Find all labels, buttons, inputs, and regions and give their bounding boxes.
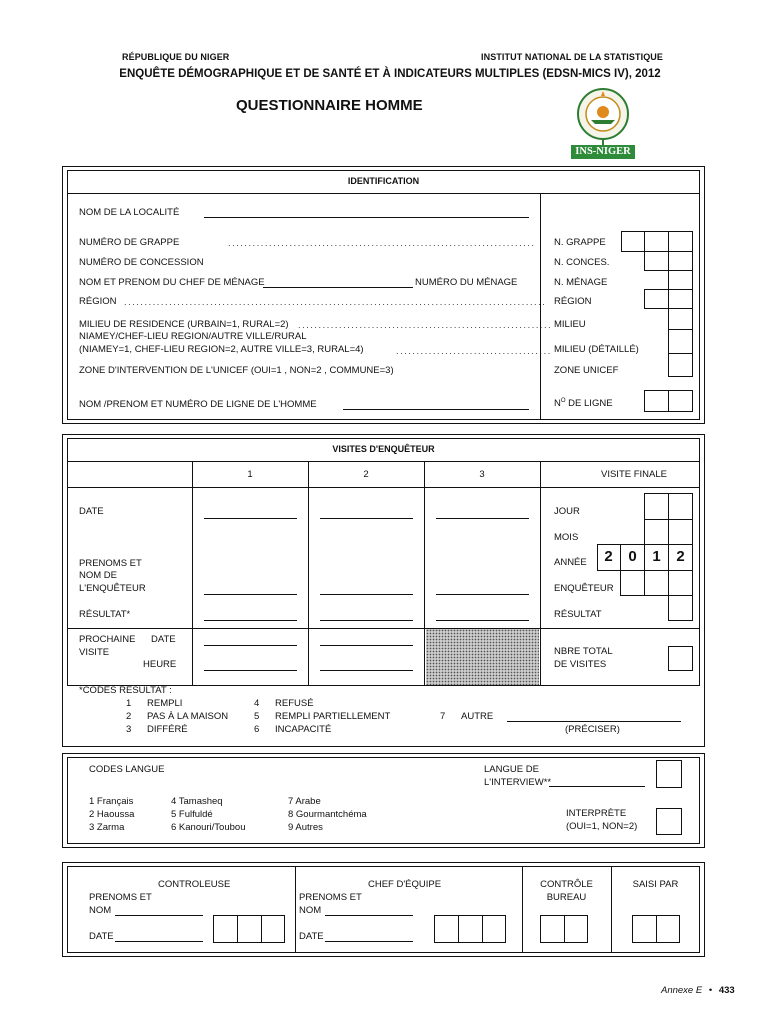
code-4-num: 4 (254, 698, 260, 709)
visit-col-1: 1 (247, 469, 253, 480)
year-digit-2: 0 (628, 548, 637, 565)
milieu-label: MILIEU DE RESIDENCE (URBAIN=1, RURAL=2) (79, 319, 289, 330)
mois-label: MOIS (554, 532, 579, 543)
zone-label: ZONE D'INTERVENTION DE L'UNICEF (OUI=1 , NON=2 , COMMUNE=3) (79, 365, 394, 376)
survey-title: ENQUÊTE DÉMOGRAPHIQUE ET DE SANTÉ ET À INDICATEURS MULTIPLES (EDSN-MICS IV), 2012 (119, 68, 661, 80)
header-institute: INSTITUT NATIONAL DE LA STATISTIQUE (481, 52, 663, 62)
visit2-date[interactable] (320, 518, 413, 519)
year-digit-4: 2 (676, 548, 685, 565)
visit3-enqueteur[interactable] (436, 594, 529, 595)
code-2-num: 2 (126, 711, 132, 722)
page-footer (661, 985, 735, 996)
code-7-num: 7 (440, 711, 446, 722)
milieu-detail-label: NIAMEY/CHEF-LIEU REGION/AUTRE VILLE/RURAL (79, 331, 307, 342)
visit-col-2: 2 (363, 469, 369, 480)
chef-prenoms: PRENOMS ET (299, 892, 362, 903)
locality-field[interactable] (204, 217, 529, 218)
interprete-box[interactable] (656, 808, 682, 835)
annee-label: ANNÉE (554, 557, 587, 568)
nom-homme-label: NOM /PRENOM ET NUMÉRO DE LIGNE DE L'HOMME (79, 399, 317, 410)
zone-box[interactable] (668, 354, 693, 377)
controleuse-title: CONTROLEUSE (158, 879, 231, 890)
lang-3: 3 Zarma (89, 822, 125, 833)
grappe-boxes[interactable] (621, 231, 693, 252)
final-resultat-box[interactable] (668, 595, 693, 621)
menage-box[interactable] (668, 270, 693, 290)
code-milieu-detail-label: MILIEU (DÉTAILLÉ) (554, 344, 639, 355)
code-zone-label: ZONE UNICEF (554, 365, 619, 376)
code-5-text: REMPLI PARTIELLEMENT (275, 711, 391, 722)
chef-nom-field[interactable] (325, 915, 413, 916)
lang-5: 5 Fulfuldé (171, 809, 213, 820)
code-region-label: RÉGION (554, 296, 592, 307)
visit2-resultat[interactable] (320, 620, 413, 621)
visit1-enqueteur[interactable] (204, 594, 297, 595)
visit1-next-date[interactable] (204, 645, 297, 646)
visite-label: VISITE (79, 647, 110, 658)
lang-9: 9 Autres (288, 822, 323, 833)
visit2-next-time[interactable] (320, 670, 413, 671)
controleuse-date-field[interactable] (115, 941, 203, 942)
ins-niger-logo (568, 86, 638, 161)
enqueteur-label-2: NOM DE (79, 570, 117, 581)
page-number: 433 (718, 985, 735, 996)
preciser-label: (PRÉCISER) (565, 724, 620, 735)
shaded-cell (426, 629, 539, 685)
visits-title: VISITES D'ENQUÊTEUR (332, 444, 435, 454)
chef-code-boxes[interactable] (434, 915, 506, 943)
controleuse-prenoms: PRENOMS ET (89, 892, 152, 903)
codes-resultat-title: *CODES RÉSULTAT : (79, 685, 172, 696)
milieu-detail-codes: (NIAMEY=1, CHEF-LIEU REGION=2, AUTRE VILLE=3, RURAL=4) (79, 344, 364, 355)
codes-langue-title: CODES LANGUE (89, 764, 165, 775)
nbre-visites-box[interactable] (668, 646, 693, 671)
enqueteur-code-boxes[interactable] (620, 570, 693, 596)
code-milieu-label: MILIEU (554, 319, 586, 330)
numero-menage-label: NUMÉRO DU MÉNAGE (415, 277, 518, 288)
code-1-text: REMPLI (147, 698, 183, 709)
saisi-par-title: SAISI PAR (632, 879, 679, 890)
visit1-date[interactable] (204, 518, 297, 519)
langue-box[interactable] (656, 760, 682, 788)
controleuse-code-boxes[interactable] (213, 915, 285, 943)
lang-8: 8 Gourmantchéma (288, 809, 367, 820)
nbre-label-2: DE VISITES (554, 659, 607, 670)
chef-menage-label: NOM ET PRENOM DU CHEF DE MÉNAGE (79, 277, 265, 288)
autre-preciser-field[interactable] (507, 721, 681, 722)
locality-label: NOM DE LA LOCALITÉ (79, 207, 180, 218)
milieu-detail-box[interactable] (668, 330, 693, 354)
lang-1: 1 Français (89, 796, 134, 807)
nbre-label-1: NBRE TOTAL (554, 646, 613, 657)
chef-equipe-title: CHEF D'ÉQUIPE (368, 879, 442, 890)
code-2-text: PAS À LA MAISON (147, 711, 229, 722)
region-label: RÉGION (79, 296, 117, 307)
controleuse-nom: NOM (89, 905, 112, 916)
chef-date: DATE (299, 931, 324, 942)
visit2-next-date[interactable] (320, 645, 413, 646)
resultat-label: RÉSULTAT* (79, 609, 131, 620)
code-3-num: 3 (126, 724, 132, 735)
enqueteur-label-3: L'ENQUÊTEUR (79, 583, 146, 594)
code-grappe-label: N. GRAPPE (554, 237, 606, 248)
questionnaire-title: QUESTIONNAIRE HOMME (236, 97, 423, 114)
langue-interview-label-2: L'INTERVIEW** (484, 777, 552, 788)
identification-title: IDENTIFICATION (347, 176, 420, 186)
langue-interview-field[interactable] (549, 786, 645, 787)
interprete-label-2: (OUI=1, NON=2) (566, 821, 638, 832)
chef-date-field[interactable] (325, 941, 413, 942)
controle-bureau-title-1: CONTRÔLE (540, 879, 593, 890)
code-3-text: DIFFÉRÉ (147, 724, 188, 735)
code-conces-label: N. CONCES. (554, 257, 610, 268)
year-digit-3: 1 (652, 548, 661, 565)
code-6-text: INCAPACITÉ (275, 724, 332, 735)
code-7-text: AUTRE (461, 711, 494, 722)
visit1-next-time[interactable] (204, 670, 297, 671)
visit2-enqueteur[interactable] (320, 594, 413, 595)
code-1-num: 1 (126, 698, 132, 709)
controleuse-nom-field[interactable] (115, 915, 203, 916)
lang-7: 7 Arabe (288, 796, 321, 807)
code-5-num: 5 (254, 711, 260, 722)
chef-nom: NOM (299, 905, 322, 916)
milieu-box[interactable] (668, 308, 693, 330)
prochaine-date-label: DATE (151, 634, 176, 645)
enqueteur-label-1: PRENOMS ET (79, 558, 142, 569)
controleuse-date: DATE (89, 931, 114, 942)
footer-bullet: • (708, 985, 713, 996)
code-ligne-label: $N^O$ DE LIGNE (554, 398, 613, 410)
lang-4: 4 Tamasheq (171, 796, 223, 807)
nom-homme-field[interactable] (343, 409, 529, 410)
prochaine-heure-label: HEURE (143, 659, 177, 670)
visit3-resultat[interactable] (436, 620, 529, 621)
visit3-date[interactable] (436, 518, 529, 519)
jour-label: JOUR (554, 506, 580, 517)
lang-2: 2 Haoussa (89, 809, 135, 820)
annex-label: Annexe E (661, 985, 703, 996)
lang-6: 6 Kanouri/Toubou (171, 822, 246, 833)
concession-label: NUMÉRO DE CONCESSION (79, 257, 204, 268)
chef-menage-field[interactable] (263, 287, 413, 288)
final-resultat-label: RÉSULTAT (554, 609, 602, 620)
prochaine-label: PROCHAINE (79, 634, 136, 645)
logo-label: INS-NIGER (575, 146, 631, 157)
langue-interview-label-1: LANGUE DE (484, 764, 539, 775)
visit1-resultat[interactable] (204, 620, 297, 621)
header-country: RÉPUBLIQUE DU NIGER (122, 52, 230, 62)
visit-date-label: DATE (79, 506, 104, 517)
visit-col-3: 3 (479, 469, 485, 480)
interprete-label-1: INTERPRÈTE (566, 808, 627, 819)
visit-final-header: VISITE FINALE (601, 469, 667, 480)
controle-bureau-title-2: BUREAU (546, 892, 587, 903)
code-4-text: REFUSÉ (275, 698, 314, 709)
code-6-num: 6 (254, 724, 260, 735)
year-digit-1: 2 (604, 548, 613, 565)
final-enqueteur-label: ENQUÊTEUR (554, 583, 614, 594)
code-menage-label: N. MÉNAGE (554, 277, 608, 288)
grappe-label: NUMÉRO DE GRAPPE (79, 237, 180, 248)
